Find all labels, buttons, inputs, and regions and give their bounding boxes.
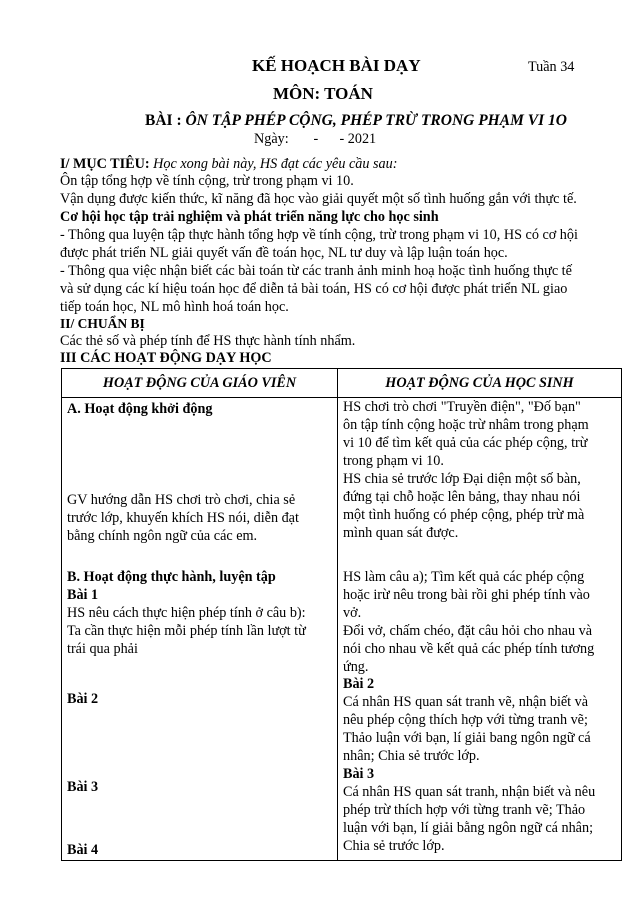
teacher-bai1-label: Bài 1 bbox=[67, 587, 99, 603]
competency-p1-line2: được phát triển NL giải quyết vấn đề toán học, NL tư duy và lập luận toán học. bbox=[60, 245, 508, 261]
student-warmup-line-3: vi 10 để tìm kết quả của các phép cộng, trừ bbox=[343, 435, 588, 451]
competency-p2-line1: - Thông qua việc nhận biết các bài toán từ các tranh ảnh minh hoạ hoặc tình huống thực tế bbox=[60, 263, 572, 279]
student-column bbox=[338, 398, 622, 861]
competency-p1-line1: - Thông qua luyện tập thực hành tổng hợp về tính cộng, trừ trong phạm vi 10, HS có cơ hội bbox=[60, 227, 578, 243]
teacher-bai3-label: Bài 3 bbox=[67, 779, 99, 795]
student-check-line-1: Đổi vở, chấm chéo, đặt câu hỏi cho nhau và bbox=[343, 623, 593, 639]
student-bai2-line-4: nhân; Chia sẻ trước lớp. bbox=[343, 748, 480, 764]
teacher-bai1-line-2: Ta cần thực hiện mỗi phép tính lần lượt từ bbox=[67, 623, 306, 639]
lesson-prefix: BÀI : bbox=[145, 112, 182, 129]
student-share-line-1: HS chia sẻ trước lớp Đại diện một số bàn, bbox=[343, 471, 581, 487]
student-bai2-line-1: Cá nhân HS quan sát tranh vẽ, nhận biết và bbox=[343, 694, 589, 710]
student-bai3-line-3: luận với bạn, lí giải bằng ngôn ngữ cá nhân; bbox=[343, 820, 594, 836]
lesson-date: Ngày: - - 2021 bbox=[254, 131, 377, 147]
student-bai2-line-3: Thảo luận với bạn, lí giải bang ngôn ngữ cá bbox=[343, 730, 591, 746]
student-bai1-line-3: vở. bbox=[343, 605, 362, 621]
teacher-bai4-label: Bài 4 bbox=[67, 842, 99, 858]
student-warmup-line-2: ôn tập tính cộng hoặc trừ nhâm trong phạm bbox=[343, 417, 589, 433]
objectives-title: I/ MỤC TIÊU: bbox=[60, 156, 150, 172]
student-share-line-2: đứng tại chỗ hoặc lên bảng, thay nhau nói bbox=[343, 489, 581, 505]
student-check-line-3: ứng. bbox=[343, 659, 369, 675]
student-share-line-3: một tình huống có phép cộng, phép trừ mà bbox=[343, 507, 585, 523]
teacher-bai1-line-1: HS nêu cách thực hiện phép tính ở câu b): bbox=[67, 605, 306, 621]
competency-p2-line2: và sử dụng các kí hiệu toán học để diễn tả bài toán, HS có cơ hội được phát triển NL giao bbox=[60, 281, 568, 297]
student-share-line-4: mình quan sát được. bbox=[343, 525, 459, 541]
student-bai2-label: Bài 2 bbox=[343, 676, 375, 692]
activities-heading: III CÁC HOẠT ĐỘNG DẠY HỌC bbox=[60, 350, 272, 366]
practice-heading: B. Hoạt động thực hành, luyện tập bbox=[67, 569, 276, 585]
teacher-bai1-line-3: trái qua phải bbox=[67, 641, 138, 657]
preparation-heading: II/ CHUẨN BỊ bbox=[60, 316, 145, 331]
teacher-column-header: HOẠT ĐỘNG CỦA GIÁO VIÊN bbox=[62, 369, 338, 398]
student-bai3-label: Bài 3 bbox=[343, 766, 375, 782]
student-bai2-line-2: nêu phép cộng thích hợp với từng tranh vẽ; bbox=[343, 712, 588, 728]
lesson-title: ÔN TẬP PHÉP CỘNG, PHÉP TRỪ TRONG PHẠM VI 1O bbox=[185, 112, 567, 129]
warmup-line-1: GV hướng dẫn HS chơi trò chơi, chia sẻ bbox=[67, 492, 296, 508]
competency-p2-line3: tiếp toán học, NL mô hình hoá toán học. bbox=[60, 299, 289, 315]
lesson-heading bbox=[145, 112, 567, 130]
student-bai1-line-1: HS làm câu a); Tìm kết quả các phép cộng bbox=[343, 569, 585, 585]
student-warmup-line-1: HS chơi trò chơi "Truyền điện", "Đố bạn" bbox=[343, 399, 581, 415]
student-check-line-2: nói cho nhau về kết quả các phép tính tương bbox=[343, 641, 595, 657]
student-bai3-line-4: Chia sẻ trước lớp. bbox=[343, 838, 445, 854]
student-bai3-line-2: phép trừ thích hợp với từng tranh vẽ; Thảo bbox=[343, 802, 586, 818]
warmup-heading: A. Hoạt động khởi động bbox=[67, 401, 213, 417]
warmup-line-2: trước lớp, khuyến khích HS nói, diễn đạt bbox=[67, 510, 299, 526]
activities-table bbox=[61, 368, 622, 861]
document-title: KẾ HOẠCH BÀI DẠY bbox=[252, 56, 421, 75]
objective-line-1: Ôn tập tổng hợp về tính cộng, trừ trong phạm vi 10. bbox=[60, 173, 354, 189]
competency-heading: Cơ hội học tập trải nghiệm và phát triển năng lực cho học sinh bbox=[60, 209, 439, 225]
student-warmup-line-4: trong phạm vi 10. bbox=[343, 453, 444, 469]
preparation-line: Các thẻ số và phép tính để HS thực hành tính nhẩm. bbox=[60, 333, 356, 349]
student-bai3-line-1: Cá nhân HS quan sát tranh, nhận biết và nêu bbox=[343, 784, 596, 800]
student-column-header: HOẠT ĐỘNG CỦA HỌC SINH bbox=[338, 369, 622, 398]
week-label: Tuần 34 bbox=[528, 59, 575, 75]
teacher-column bbox=[62, 398, 338, 861]
warmup-line-3: bằng chính ngôn ngữ của các em. bbox=[67, 528, 258, 544]
objective-line-2: Vận dụng được kiến thức, kĩ năng đã học vào giải quyết một số tình huống gắn với thực tế. bbox=[60, 191, 577, 207]
teacher-bai2-label: Bài 2 bbox=[67, 691, 99, 707]
objectives-note: Học xong bài này, HS đạt các yêu cầu sau: bbox=[153, 156, 398, 172]
objectives-heading bbox=[60, 156, 397, 173]
subject-title: MÔN: TOÁN bbox=[273, 84, 373, 103]
student-bai1-line-2: hoặc irừ nêu trong bài rồi ghi phép tính vào bbox=[343, 587, 590, 603]
